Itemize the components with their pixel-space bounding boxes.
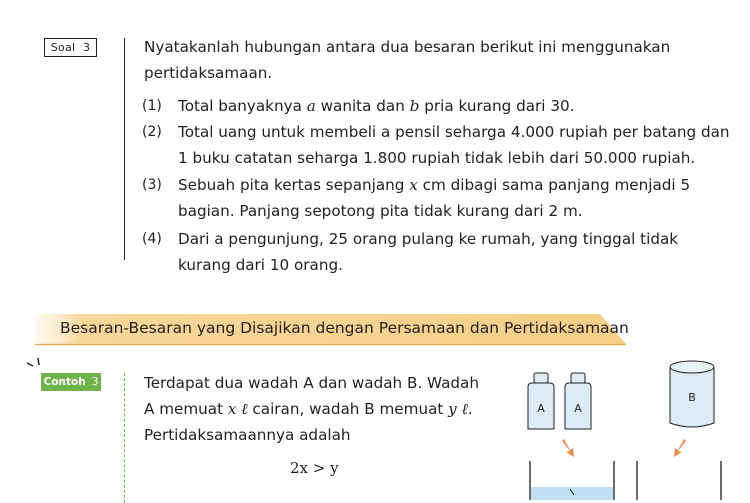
bottle-label: A — [574, 402, 582, 415]
bottle-a-2-icon — [565, 373, 591, 429]
contoh-divider — [124, 373, 125, 503]
contoh-label: Contoh — [43, 376, 86, 388]
soal-divider — [124, 38, 125, 260]
cylinder-label: B — [688, 391, 696, 404]
soal-item-2 — [142, 120, 732, 171]
var-x: x — [409, 176, 418, 194]
item-text: pria kurang dari 30. — [419, 97, 575, 115]
contoh-text-part: cairan, wadah B memuat — [247, 400, 449, 418]
contoh-number: 3 — [91, 376, 99, 388]
soal-label-box — [44, 38, 97, 57]
arrow-down-right-icon — [562, 439, 574, 457]
var-x-liter: x ℓ — [227, 400, 248, 418]
contoh-text-part: Terdapat dua wadah A dan wadah B. Wadah A memuat — [144, 374, 479, 418]
contoh-text — [144, 370, 494, 448]
item-number: (2) — [142, 124, 162, 140]
lower-container-right-icon — [637, 461, 721, 500]
contoh-badge — [41, 373, 101, 391]
var-a: a — [306, 97, 316, 115]
soal-item-1 — [142, 94, 732, 120]
item-number: (4) — [142, 231, 162, 247]
soal-item-3 — [142, 173, 732, 224]
item-text: Total banyaknya — [178, 97, 307, 115]
section-title: Besaran-Besaran yang Disajikan dengan Persamaan dan Pertidaksamaan — [60, 319, 629, 337]
cylinder-b-icon — [670, 361, 714, 427]
item-text: Dari a pengunjung, 25 orang pulang ke rumah, yang tinggal tidak kurang dari 10 orang. — [178, 230, 679, 274]
bottle-a-1-icon — [528, 373, 554, 429]
spark-mark-icon — [24, 356, 44, 372]
item-number: (3) — [142, 177, 162, 193]
item-text: Sebuah pita kertas sepanjang — [178, 176, 410, 194]
item-text: Total uang untuk membeli a pensil seharga 4.000 rupiah per batang dan 1 buku catatan seharga 1.800 rupiah tidak lebih dari 50.000 rupiah. — [178, 123, 730, 167]
item-text: cm dibagi sama panjang menjadi 5 bagian. Panjang sepotong pita tidak kurang dari 2 m. — [178, 176, 691, 220]
arrow-down-left-icon — [674, 439, 686, 457]
item-number: (1) — [142, 98, 162, 114]
inequality-equation: 2x > y — [290, 459, 339, 477]
container-illustration — [500, 355, 750, 500]
soal-intro: Nyatakanlah hubungan antara dua besaran berikut ini menggunakan pertidaksamaan. — [144, 38, 671, 82]
soal-number: 3 — [83, 41, 91, 54]
var-b: b — [409, 97, 420, 115]
var-y-liter: y ℓ — [448, 400, 468, 418]
lower-container-left-icon — [530, 461, 614, 500]
bottle-label: A — [537, 402, 545, 415]
contoh-text-part: . Pertidaksamaannya adalah — [144, 400, 473, 444]
item-text: wanita dan — [315, 97, 410, 115]
soal-label: Soal — [50, 41, 76, 54]
soal-item-4 — [142, 227, 732, 278]
